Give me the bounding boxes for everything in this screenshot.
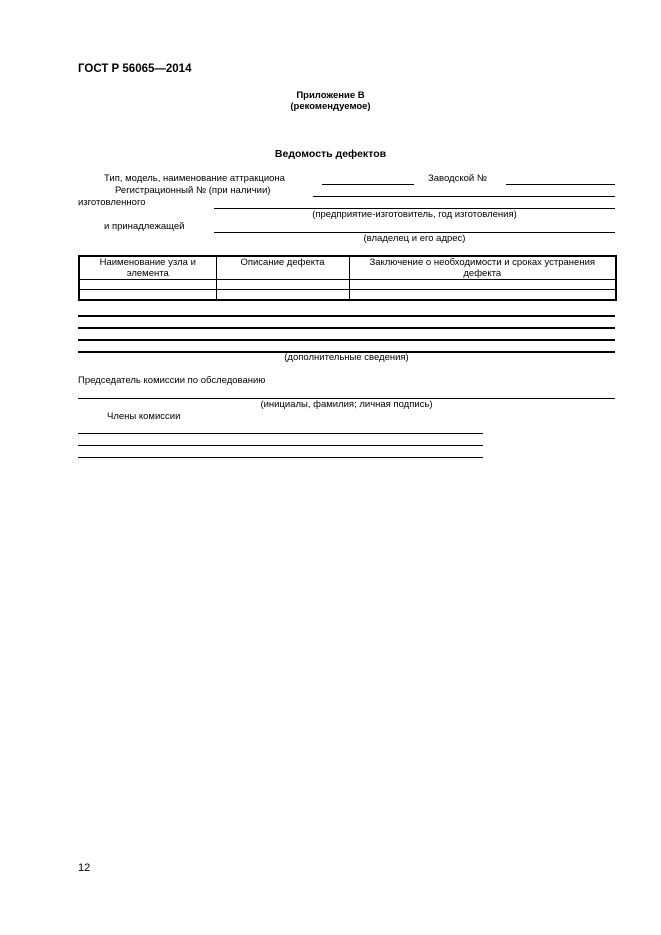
registration-number-label: Регистрационный № (при наличии) [115, 185, 271, 196]
table-cell[interactable] [79, 290, 216, 301]
commission-chair-hint: (инициалы, фамилия; личная подпись) [260, 399, 433, 410]
attraction-type-label: Тип, модель, наименование аттракциона [104, 173, 285, 184]
owner-hint: (владелец и его адрес) [363, 233, 466, 244]
commission-member-line-2[interactable] [78, 445, 483, 446]
commission-chair-label: Председатель комиссии по обследованию [78, 375, 266, 386]
appendix-title: Приложение В [296, 90, 365, 101]
commission-member-line-1[interactable] [78, 433, 483, 434]
table-row [79, 280, 616, 290]
table-header-row [79, 256, 616, 280]
owner-label: и принадлежащей [104, 221, 185, 232]
manufacturer-hint: (предприятие-изготовитель, год изготовления) [312, 209, 517, 220]
table-cell[interactable] [349, 280, 616, 290]
column-header-description: Описание дефекта [216, 256, 349, 280]
page-number: 12 [78, 862, 91, 874]
additional-info-line-1[interactable] [78, 315, 615, 317]
table-cell[interactable] [349, 290, 616, 301]
attraction-type-line[interactable] [322, 184, 414, 185]
additional-info-line-2[interactable] [78, 327, 615, 329]
appendix-subtitle: (рекомендуемое) [290, 101, 371, 112]
document-code: ГОСТ Р 56065—2014 [78, 63, 192, 75]
column-header-conclusion: Заключение о необходимости и сроках устранения дефекта [349, 256, 616, 280]
table-cell[interactable] [216, 290, 349, 301]
sheet-title: Ведомость дефектов [274, 148, 387, 160]
factory-number-label: Заводской № [428, 173, 488, 184]
defects-table [78, 255, 617, 301]
table-cell[interactable] [216, 280, 349, 290]
manufactured-label: изготовленного [78, 197, 146, 208]
table-row [79, 290, 616, 301]
commission-member-line-3[interactable] [78, 457, 483, 458]
table-cell[interactable] [79, 280, 216, 290]
additional-info-line-3[interactable] [78, 339, 615, 341]
additional-info-hint: (дополнительные сведения) [284, 352, 409, 363]
commission-members-label: Члены комиссии [107, 411, 181, 422]
factory-number-line[interactable] [506, 184, 615, 185]
registration-number-line[interactable] [313, 196, 615, 197]
column-header-node: Наименование узла и элемента [79, 256, 216, 280]
